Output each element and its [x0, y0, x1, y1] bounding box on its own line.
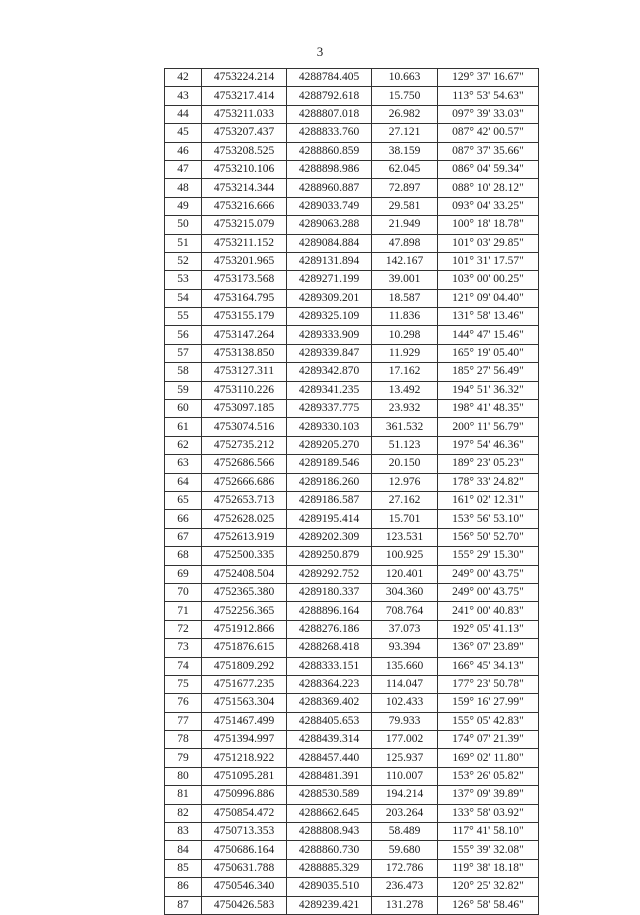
- distance-cell: 361.532: [372, 418, 438, 436]
- distance-cell: 125.937: [372, 749, 438, 767]
- x-coordinate-cell: 4750996.886: [202, 786, 287, 804]
- table-row: [165, 216, 539, 234]
- bearing-cell: 087° 42' 00.57": [438, 124, 539, 142]
- distance-cell: 12.976: [372, 473, 438, 491]
- y-coordinate-cell: 4288896.164: [287, 602, 372, 620]
- y-coordinate-cell: 4289063.288: [287, 216, 372, 234]
- point-number-cell: 79: [165, 749, 202, 767]
- x-coordinate-cell: 4753110.226: [202, 381, 287, 399]
- point-number-cell: 77: [165, 712, 202, 730]
- distance-cell: 38.159: [372, 142, 438, 160]
- x-coordinate-cell: 4753216.666: [202, 197, 287, 215]
- y-coordinate-cell: 4289342.870: [287, 363, 372, 381]
- bearing-cell: 194° 51' 36.32": [438, 381, 539, 399]
- x-coordinate-cell: 4751394.997: [202, 731, 287, 749]
- point-number-cell: 56: [165, 326, 202, 344]
- bearing-cell: 200° 11' 56.79": [438, 418, 539, 436]
- point-number-cell: 62: [165, 436, 202, 454]
- y-coordinate-cell: 4288860.730: [287, 841, 372, 859]
- x-coordinate-cell: 4750426.583: [202, 896, 287, 914]
- point-number-cell: 54: [165, 289, 202, 307]
- table-row: [165, 565, 539, 583]
- bearing-cell: 153° 56' 53.10": [438, 510, 539, 528]
- bearing-cell: 174° 07' 21.39": [438, 731, 539, 749]
- x-coordinate-cell: 4753201.965: [202, 252, 287, 270]
- point-number-cell: 69: [165, 565, 202, 583]
- y-coordinate-cell: 4289033.749: [287, 197, 372, 215]
- table-row: [165, 528, 539, 546]
- point-number-cell: 48: [165, 179, 202, 197]
- page-number: 3: [316, 44, 324, 59]
- x-coordinate-cell: 4751095.281: [202, 767, 287, 785]
- bearing-cell: 249° 00' 43.75": [438, 565, 539, 583]
- y-coordinate-cell: 4288898.986: [287, 160, 372, 178]
- bearing-cell: 101° 31' 17.57": [438, 252, 539, 270]
- bearing-cell: 119° 38' 18.18": [438, 859, 539, 877]
- point-number-cell: 65: [165, 491, 202, 509]
- table-row: [165, 289, 539, 307]
- point-number-cell: 87: [165, 896, 202, 914]
- distance-cell: 236.473: [372, 878, 438, 896]
- point-number-cell: 75: [165, 675, 202, 693]
- bearing-cell: 129° 37' 16.67": [438, 69, 539, 87]
- table-row: [165, 749, 539, 767]
- y-coordinate-cell: 4288333.151: [287, 657, 372, 675]
- point-number-cell: 42: [165, 69, 202, 87]
- bearing-cell: 169° 02' 11.80": [438, 749, 539, 767]
- distance-cell: 79.933: [372, 712, 438, 730]
- y-coordinate-cell: 4288808.943: [287, 823, 372, 841]
- distance-cell: 39.001: [372, 271, 438, 289]
- distance-cell: 102.433: [372, 694, 438, 712]
- table-row: [165, 142, 539, 160]
- table-row: [165, 583, 539, 601]
- table-row: [165, 252, 539, 270]
- y-coordinate-cell: 4288885.329: [287, 859, 372, 877]
- x-coordinate-cell: 4753173.568: [202, 271, 287, 289]
- bearing-cell: 113° 53' 54.63": [438, 87, 539, 105]
- table-row: [165, 124, 539, 142]
- y-coordinate-cell: 4288833.760: [287, 124, 372, 142]
- distance-cell: 304.360: [372, 583, 438, 601]
- point-number-cell: 58: [165, 363, 202, 381]
- x-coordinate-cell: 4753215.079: [202, 216, 287, 234]
- bearing-cell: 136° 07' 23.89": [438, 639, 539, 657]
- y-coordinate-cell: 4288807.018: [287, 105, 372, 123]
- point-number-cell: 55: [165, 308, 202, 326]
- x-coordinate-cell: 4752408.504: [202, 565, 287, 583]
- bearing-cell: 166° 45' 34.13": [438, 657, 539, 675]
- table-row: [165, 878, 539, 896]
- y-coordinate-cell: 4289330.103: [287, 418, 372, 436]
- bearing-cell: 165° 19' 05.40": [438, 344, 539, 362]
- y-coordinate-cell: 4289186.587: [287, 491, 372, 509]
- distance-cell: 203.264: [372, 804, 438, 822]
- point-number-cell: 71: [165, 602, 202, 620]
- x-coordinate-cell: 4752256.365: [202, 602, 287, 620]
- table-row: [165, 767, 539, 785]
- x-coordinate-cell: 4753127.311: [202, 363, 287, 381]
- table-row: [165, 197, 539, 215]
- distance-cell: 11.836: [372, 308, 438, 326]
- distance-cell: 51.123: [372, 436, 438, 454]
- x-coordinate-cell: 4751876.615: [202, 639, 287, 657]
- point-number-cell: 52: [165, 252, 202, 270]
- y-coordinate-cell: 4288784.405: [287, 69, 372, 87]
- distance-cell: 21.949: [372, 216, 438, 234]
- point-number-cell: 80: [165, 767, 202, 785]
- table-row: [165, 87, 539, 105]
- bearing-cell: 101° 03' 29.85": [438, 234, 539, 252]
- distance-cell: 15.701: [372, 510, 438, 528]
- x-coordinate-cell: 4752613.919: [202, 528, 287, 546]
- distance-cell: 177.002: [372, 731, 438, 749]
- point-number-cell: 70: [165, 583, 202, 601]
- x-coordinate-cell: 4753208.525: [202, 142, 287, 160]
- y-coordinate-cell: 4289202.309: [287, 528, 372, 546]
- distance-cell: 23.932: [372, 400, 438, 418]
- bearing-cell: 161° 02' 12.31": [438, 491, 539, 509]
- bearing-cell: 198° 41' 48.35": [438, 400, 539, 418]
- x-coordinate-cell: 4753217.414: [202, 87, 287, 105]
- table-row: [165, 786, 539, 804]
- distance-cell: 29.581: [372, 197, 438, 215]
- x-coordinate-cell: 4752735.212: [202, 436, 287, 454]
- table-row: [165, 455, 539, 473]
- table-row: [165, 234, 539, 252]
- y-coordinate-cell: 4289239.421: [287, 896, 372, 914]
- y-coordinate-cell: 4289341.235: [287, 381, 372, 399]
- x-coordinate-cell: 4750686.164: [202, 841, 287, 859]
- bearing-cell: 159° 16' 27.99": [438, 694, 539, 712]
- point-number-cell: 64: [165, 473, 202, 491]
- distance-cell: 59.680: [372, 841, 438, 859]
- x-coordinate-cell: 4753147.264: [202, 326, 287, 344]
- bearing-cell: 093° 04' 33.25": [438, 197, 539, 215]
- y-coordinate-cell: 4289084.884: [287, 234, 372, 252]
- distance-cell: 110.007: [372, 767, 438, 785]
- x-coordinate-cell: 4752500.335: [202, 547, 287, 565]
- y-coordinate-cell: 4288481.391: [287, 767, 372, 785]
- distance-cell: 120.401: [372, 565, 438, 583]
- point-number-cell: 63: [165, 455, 202, 473]
- point-number-cell: 61: [165, 418, 202, 436]
- bearing-cell: 137° 09' 39.89": [438, 786, 539, 804]
- table-row: [165, 69, 539, 87]
- bearing-cell: 156° 50' 52.70": [438, 528, 539, 546]
- y-coordinate-cell: 4288364.223: [287, 675, 372, 693]
- x-coordinate-cell: 4753074.516: [202, 418, 287, 436]
- point-number-cell: 82: [165, 804, 202, 822]
- y-coordinate-cell: 4289186.260: [287, 473, 372, 491]
- table-row: [165, 804, 539, 822]
- point-number-cell: 74: [165, 657, 202, 675]
- distance-cell: 27.162: [372, 491, 438, 509]
- x-coordinate-cell: 4753210.106: [202, 160, 287, 178]
- distance-cell: 10.298: [372, 326, 438, 344]
- point-number-cell: 46: [165, 142, 202, 160]
- bearing-cell: 133° 58' 03.92": [438, 804, 539, 822]
- y-coordinate-cell: 4288530.589: [287, 786, 372, 804]
- distance-cell: 26.982: [372, 105, 438, 123]
- table-row: [165, 105, 539, 123]
- y-coordinate-cell: 4288860.859: [287, 142, 372, 160]
- x-coordinate-cell: 4750546.340: [202, 878, 287, 896]
- distance-cell: 15.750: [372, 87, 438, 105]
- table-row: [165, 547, 539, 565]
- point-number-cell: 81: [165, 786, 202, 804]
- bearing-cell: 185° 27' 56.49": [438, 363, 539, 381]
- table-row: [165, 639, 539, 657]
- point-number-cell: 73: [165, 639, 202, 657]
- x-coordinate-cell: 4752365.380: [202, 583, 287, 601]
- point-number-cell: 66: [165, 510, 202, 528]
- table-row: [165, 602, 539, 620]
- table-row: [165, 491, 539, 509]
- point-number-cell: 67: [165, 528, 202, 546]
- y-coordinate-cell: 4289292.752: [287, 565, 372, 583]
- x-coordinate-cell: 4753138.850: [202, 344, 287, 362]
- distance-cell: 17.162: [372, 363, 438, 381]
- table-row: [165, 841, 539, 859]
- distance-cell: 123.531: [372, 528, 438, 546]
- y-coordinate-cell: 4289180.337: [287, 583, 372, 601]
- bearing-cell: 155° 39' 32.08": [438, 841, 539, 859]
- distance-cell: 27.121: [372, 124, 438, 142]
- bearing-cell: 155° 29' 15.30": [438, 547, 539, 565]
- point-number-cell: 76: [165, 694, 202, 712]
- distance-cell: 47.898: [372, 234, 438, 252]
- point-number-cell: 60: [165, 400, 202, 418]
- table-row: [165, 381, 539, 399]
- table-row: [165, 675, 539, 693]
- table-row: [165, 896, 539, 914]
- distance-cell: 20.150: [372, 455, 438, 473]
- y-coordinate-cell: 4289271.199: [287, 271, 372, 289]
- table-row: [165, 344, 539, 362]
- table-row: [165, 418, 539, 436]
- x-coordinate-cell: 4751563.304: [202, 694, 287, 712]
- distance-cell: 72.897: [372, 179, 438, 197]
- bearing-cell: 155° 05' 42.83": [438, 712, 539, 730]
- x-coordinate-cell: 4752628.025: [202, 510, 287, 528]
- y-coordinate-cell: 4288662.645: [287, 804, 372, 822]
- table-row: [165, 694, 539, 712]
- y-coordinate-cell: 4288792.618: [287, 87, 372, 105]
- x-coordinate-cell: 4751912.866: [202, 620, 287, 638]
- bearing-cell: 086° 04' 59.34": [438, 160, 539, 178]
- x-coordinate-cell: 4751677.235: [202, 675, 287, 693]
- table-row: [165, 326, 539, 344]
- x-coordinate-cell: 4752666.686: [202, 473, 287, 491]
- x-coordinate-cell: 4750854.472: [202, 804, 287, 822]
- distance-cell: 37.073: [372, 620, 438, 638]
- bearing-cell: 197° 54' 46.36": [438, 436, 539, 454]
- point-number-cell: 83: [165, 823, 202, 841]
- bearing-cell: 097° 39' 33.03": [438, 105, 539, 123]
- table-row: [165, 731, 539, 749]
- x-coordinate-cell: 4753224.214: [202, 69, 287, 87]
- point-number-cell: 45: [165, 124, 202, 142]
- bearing-cell: 249° 00' 43.75": [438, 583, 539, 601]
- bearing-cell: 087° 37' 35.66": [438, 142, 539, 160]
- bearing-cell: 103° 00' 00.25": [438, 271, 539, 289]
- distance-cell: 18.587: [372, 289, 438, 307]
- point-number-cell: 51: [165, 234, 202, 252]
- table-row: [165, 473, 539, 491]
- distance-cell: 100.925: [372, 547, 438, 565]
- bearing-cell: 120° 25' 32.82": [438, 878, 539, 896]
- point-number-cell: 78: [165, 731, 202, 749]
- table-row: [165, 620, 539, 638]
- y-coordinate-cell: 4289035.510: [287, 878, 372, 896]
- point-number-cell: 49: [165, 197, 202, 215]
- x-coordinate-cell: 4750713.353: [202, 823, 287, 841]
- table-row: [165, 823, 539, 841]
- y-coordinate-cell: 4288457.440: [287, 749, 372, 767]
- bearing-cell: 144° 47' 15.46": [438, 326, 539, 344]
- y-coordinate-cell: 4289333.909: [287, 326, 372, 344]
- x-coordinate-cell: 4751467.499: [202, 712, 287, 730]
- table-row: [165, 271, 539, 289]
- x-coordinate-cell: 4753097.185: [202, 400, 287, 418]
- x-coordinate-cell: 4752686.566: [202, 455, 287, 473]
- x-coordinate-cell: 4753155.179: [202, 308, 287, 326]
- x-coordinate-cell: 4753214.344: [202, 179, 287, 197]
- point-number-cell: 43: [165, 87, 202, 105]
- point-number-cell: 57: [165, 344, 202, 362]
- y-coordinate-cell: 4289339.847: [287, 344, 372, 362]
- y-coordinate-cell: 4288439.314: [287, 731, 372, 749]
- table-row: [165, 657, 539, 675]
- coordinates-table: [164, 68, 539, 915]
- distance-cell: 708.764: [372, 602, 438, 620]
- x-coordinate-cell: 4753211.152: [202, 234, 287, 252]
- distance-cell: 131.278: [372, 896, 438, 914]
- bearing-cell: 153° 26' 05.82": [438, 767, 539, 785]
- table-row: [165, 712, 539, 730]
- x-coordinate-cell: 4753207.437: [202, 124, 287, 142]
- y-coordinate-cell: 4289205.270: [287, 436, 372, 454]
- point-number-cell: 53: [165, 271, 202, 289]
- x-coordinate-cell: 4752653.713: [202, 491, 287, 509]
- table-row: [165, 400, 539, 418]
- bearing-cell: 088° 10' 28.12": [438, 179, 539, 197]
- bearing-cell: 177° 23' 50.78": [438, 675, 539, 693]
- y-coordinate-cell: 4288276.186: [287, 620, 372, 638]
- coordinates-table-body: [165, 69, 539, 915]
- distance-cell: 13.492: [372, 381, 438, 399]
- y-coordinate-cell: 4289337.775: [287, 400, 372, 418]
- bearing-cell: 189° 23' 05.23": [438, 455, 539, 473]
- y-coordinate-cell: 4289325.109: [287, 308, 372, 326]
- table-row: [165, 160, 539, 178]
- bearing-cell: 178° 33' 24.82": [438, 473, 539, 491]
- y-coordinate-cell: 4288960.887: [287, 179, 372, 197]
- distance-cell: 11.929: [372, 344, 438, 362]
- y-coordinate-cell: 4289195.414: [287, 510, 372, 528]
- table-row: [165, 308, 539, 326]
- y-coordinate-cell: 4289250.879: [287, 547, 372, 565]
- y-coordinate-cell: 4288405.653: [287, 712, 372, 730]
- bearing-cell: 241° 00' 40.83": [438, 602, 539, 620]
- x-coordinate-cell: 4751218.922: [202, 749, 287, 767]
- x-coordinate-cell: 4751809.292: [202, 657, 287, 675]
- bearing-cell: 126° 58' 58.46": [438, 896, 539, 914]
- point-number-cell: 85: [165, 859, 202, 877]
- distance-cell: 194.214: [372, 786, 438, 804]
- y-coordinate-cell: 4289309.201: [287, 289, 372, 307]
- table-row: [165, 179, 539, 197]
- x-coordinate-cell: 4753164.795: [202, 289, 287, 307]
- y-coordinate-cell: 4289189.546: [287, 455, 372, 473]
- distance-cell: 93.394: [372, 639, 438, 657]
- y-coordinate-cell: 4289131.894: [287, 252, 372, 270]
- x-coordinate-cell: 4753211.033: [202, 105, 287, 123]
- point-number-cell: 84: [165, 841, 202, 859]
- point-number-cell: 47: [165, 160, 202, 178]
- distance-cell: 10.663: [372, 69, 438, 87]
- distance-cell: 114.047: [372, 675, 438, 693]
- point-number-cell: 72: [165, 620, 202, 638]
- bearing-cell: 117° 41' 58.10": [438, 823, 539, 841]
- point-number-cell: 86: [165, 878, 202, 896]
- bearing-cell: 100° 18' 18.78": [438, 216, 539, 234]
- bearing-cell: 121° 09' 04.40": [438, 289, 539, 307]
- bearing-cell: 192° 05' 41.13": [438, 620, 539, 638]
- point-number-cell: 44: [165, 105, 202, 123]
- point-number-cell: 59: [165, 381, 202, 399]
- distance-cell: 62.045: [372, 160, 438, 178]
- y-coordinate-cell: 4288369.402: [287, 694, 372, 712]
- table-row: [165, 859, 539, 877]
- point-number-cell: 68: [165, 547, 202, 565]
- table-row: [165, 436, 539, 454]
- x-coordinate-cell: 4750631.788: [202, 859, 287, 877]
- bearing-cell: 131° 58' 13.46": [438, 308, 539, 326]
- distance-cell: 142.167: [372, 252, 438, 270]
- table-row: [165, 510, 539, 528]
- y-coordinate-cell: 4288268.418: [287, 639, 372, 657]
- distance-cell: 58.489: [372, 823, 438, 841]
- point-number-cell: 50: [165, 216, 202, 234]
- table-row: [165, 363, 539, 381]
- distance-cell: 135.660: [372, 657, 438, 675]
- distance-cell: 172.786: [372, 859, 438, 877]
